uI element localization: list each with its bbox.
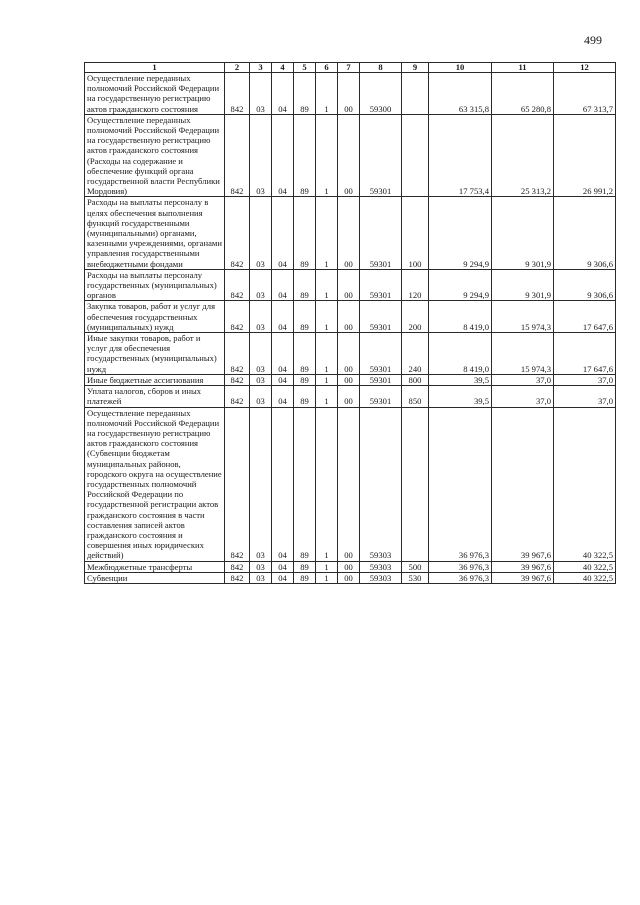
code-cell: 1: [316, 197, 338, 269]
amount-cell: 17 647,6: [554, 333, 616, 375]
code-cell: 04: [272, 572, 294, 583]
column-header: 8: [360, 63, 402, 73]
code-cell: 89: [294, 73, 316, 115]
amount-cell: 67 313,7: [554, 73, 616, 115]
table-row: [85, 269, 616, 301]
budget-table: [84, 62, 616, 584]
code-cell: 89: [294, 333, 316, 375]
amount-cell: 17 753,4: [429, 114, 492, 197]
amount-cell: 39,5: [429, 374, 492, 385]
code-cell: 1: [316, 572, 338, 583]
code-cell: 100: [402, 197, 429, 269]
amount-cell: 9 301,9: [492, 269, 554, 301]
table-row: [85, 301, 616, 333]
code-cell: 00: [338, 333, 360, 375]
code-cell: 03: [250, 114, 272, 197]
code-cell: 842: [225, 197, 250, 269]
code-cell: 03: [250, 301, 272, 333]
amount-cell: 8 419,0: [429, 301, 492, 333]
amount-cell: 15 974,3: [492, 301, 554, 333]
code-cell: 1: [316, 269, 338, 301]
row-name-cell: Осуществление переданных полномочий Российской Федерации на государственную регистрацию актов гражданского состояния (Субвенции бюджетам муниципальных районов, городского округа на осуществление государственных полномочий Российской Федерации по государственной регистрации актов гражданского состояния в части составления записей актов гражданского состояния и совершения иных юридических действий): [85, 407, 225, 561]
code-cell: 04: [272, 561, 294, 572]
code-cell: 04: [272, 386, 294, 407]
amount-cell: 39,5: [429, 386, 492, 407]
amount-cell: 36 976,3: [429, 561, 492, 572]
code-cell: 842: [225, 73, 250, 115]
column-header: 3: [250, 63, 272, 73]
code-cell: 850: [402, 386, 429, 407]
code-cell: 89: [294, 197, 316, 269]
code-cell: 500: [402, 561, 429, 572]
code-cell: 59301: [360, 333, 402, 375]
table-row: [85, 73, 616, 115]
row-name-cell: Осуществление переданных полномочий Российской Федерации на государственную регистрацию актов гражданского состояния (Расходы на содержание и обеспечение функций органа государственной власти Республики Мордовия): [85, 114, 225, 197]
code-cell: 04: [272, 407, 294, 561]
code-cell: 842: [225, 114, 250, 197]
code-cell: 59303: [360, 407, 402, 561]
amount-cell: 25 313,2: [492, 114, 554, 197]
code-cell: [402, 407, 429, 561]
table-row: [85, 197, 616, 269]
amount-cell: 40 322,5: [554, 561, 616, 572]
code-cell: 842: [225, 374, 250, 385]
code-cell: 03: [250, 561, 272, 572]
code-cell: 59301: [360, 197, 402, 269]
code-cell: 03: [250, 73, 272, 115]
code-cell: 1: [316, 374, 338, 385]
code-cell: 00: [338, 301, 360, 333]
row-name-cell: Иные бюджетные ассигнования: [85, 374, 225, 385]
code-cell: 04: [272, 114, 294, 197]
amount-cell: 40 322,5: [554, 407, 616, 561]
column-header: 6: [316, 63, 338, 73]
code-cell: 89: [294, 561, 316, 572]
code-cell: 04: [272, 197, 294, 269]
row-name-cell: Субвенции: [85, 572, 225, 583]
code-cell: 842: [225, 561, 250, 572]
code-cell: 59301: [360, 114, 402, 197]
column-header: 1: [85, 63, 225, 73]
code-cell: 842: [225, 572, 250, 583]
row-name-cell: Межбюджетные трансферты: [85, 561, 225, 572]
amount-cell: 39 967,6: [492, 572, 554, 583]
table-row: [85, 114, 616, 197]
amount-cell: 9 306,6: [554, 197, 616, 269]
table-row: [85, 374, 616, 385]
header-row: [85, 63, 616, 73]
code-cell: 03: [250, 572, 272, 583]
code-cell: 200: [402, 301, 429, 333]
code-cell: 89: [294, 386, 316, 407]
page-number: 499: [584, 33, 602, 47]
code-cell: 00: [338, 197, 360, 269]
code-cell: 03: [250, 333, 272, 375]
code-cell: 04: [272, 374, 294, 385]
code-cell: 1: [316, 73, 338, 115]
code-cell: 1: [316, 407, 338, 561]
amount-cell: 8 419,0: [429, 333, 492, 375]
amount-cell: 36 976,3: [429, 572, 492, 583]
row-name-cell: Расходы на выплаты персоналу государственных (муниципальных) органов: [85, 269, 225, 301]
code-cell: 800: [402, 374, 429, 385]
table-header: [85, 63, 616, 73]
amount-cell: 9 301,9: [492, 197, 554, 269]
code-cell: 00: [338, 114, 360, 197]
row-name-cell: Иные закупки товаров, работ и услуг для обеспечения государственных (муниципальных) нужд: [85, 333, 225, 375]
amount-cell: 65 280,8: [492, 73, 554, 115]
row-name-cell: Уплата налогов, сборов и иных платежей: [85, 386, 225, 407]
code-cell: 240: [402, 333, 429, 375]
code-cell: 842: [225, 269, 250, 301]
amount-cell: 37,0: [554, 386, 616, 407]
amount-cell: 40 322,5: [554, 572, 616, 583]
code-cell: 842: [225, 301, 250, 333]
code-cell: 1: [316, 333, 338, 375]
code-cell: 1: [316, 561, 338, 572]
table-row: [85, 386, 616, 407]
amount-cell: 9 294,9: [429, 269, 492, 301]
code-cell: 59303: [360, 561, 402, 572]
code-cell: 89: [294, 269, 316, 301]
code-cell: 59301: [360, 374, 402, 385]
code-cell: 89: [294, 572, 316, 583]
table-row: [85, 572, 616, 583]
code-cell: 842: [225, 386, 250, 407]
code-cell: 00: [338, 73, 360, 115]
column-header: 12: [554, 63, 616, 73]
amount-cell: 37,0: [492, 374, 554, 385]
row-name-cell: Расходы на выплаты персоналу в целях обеспечения выполнения функций государственными (муниципальными) органами, казенными учреждениями, органами управления государственными внебюджетными фондами: [85, 197, 225, 269]
amount-cell: 39 967,6: [492, 561, 554, 572]
code-cell: 89: [294, 374, 316, 385]
table-row: [85, 407, 616, 561]
code-cell: 00: [338, 386, 360, 407]
code-cell: 1: [316, 301, 338, 333]
code-cell: 89: [294, 301, 316, 333]
code-cell: 03: [250, 407, 272, 561]
amount-cell: 26 991,2: [554, 114, 616, 197]
code-cell: [402, 73, 429, 115]
code-cell: 03: [250, 386, 272, 407]
amount-cell: 63 315,8: [429, 73, 492, 115]
code-cell: 04: [272, 73, 294, 115]
column-header: 9: [402, 63, 429, 73]
amount-cell: 36 976,3: [429, 407, 492, 561]
code-cell: 00: [338, 269, 360, 301]
column-header: 4: [272, 63, 294, 73]
column-header: 5: [294, 63, 316, 73]
code-cell: 89: [294, 114, 316, 197]
amount-cell: 39 967,6: [492, 407, 554, 561]
code-cell: 59301: [360, 301, 402, 333]
amount-cell: 9 294,9: [429, 197, 492, 269]
code-cell: 842: [225, 333, 250, 375]
code-cell: 59301: [360, 269, 402, 301]
column-header: 10: [429, 63, 492, 73]
code-cell: 1: [316, 114, 338, 197]
table-row: [85, 333, 616, 375]
amount-cell: 9 306,6: [554, 269, 616, 301]
code-cell: [402, 114, 429, 197]
code-cell: 120: [402, 269, 429, 301]
code-cell: 03: [250, 374, 272, 385]
code-cell: 00: [338, 572, 360, 583]
code-cell: 1: [316, 386, 338, 407]
code-cell: 00: [338, 407, 360, 561]
code-cell: 04: [272, 301, 294, 333]
table-row: [85, 561, 616, 572]
column-header: 2: [225, 63, 250, 73]
row-name-cell: Осуществление переданных полномочий Российской Федерации на государственную регистрацию актов гражданского состояния: [85, 73, 225, 115]
code-cell: 03: [250, 269, 272, 301]
column-header: 7: [338, 63, 360, 73]
code-cell: 842: [225, 407, 250, 561]
code-cell: 59301: [360, 386, 402, 407]
code-cell: 530: [402, 572, 429, 583]
table-body: [85, 73, 616, 584]
column-header: 11: [492, 63, 554, 73]
code-cell: 03: [250, 197, 272, 269]
amount-cell: 15 974,3: [492, 333, 554, 375]
row-name-cell: Закупка товаров, работ и услуг для обеспечения государственных (муниципальных) нужд: [85, 301, 225, 333]
amount-cell: 17 647,6: [554, 301, 616, 333]
code-cell: 00: [338, 561, 360, 572]
code-cell: 00: [338, 374, 360, 385]
amount-cell: 37,0: [554, 374, 616, 385]
code-cell: 04: [272, 269, 294, 301]
amount-cell: 37,0: [492, 386, 554, 407]
code-cell: 59303: [360, 572, 402, 583]
code-cell: 59300: [360, 73, 402, 115]
code-cell: 89: [294, 407, 316, 561]
code-cell: 04: [272, 333, 294, 375]
